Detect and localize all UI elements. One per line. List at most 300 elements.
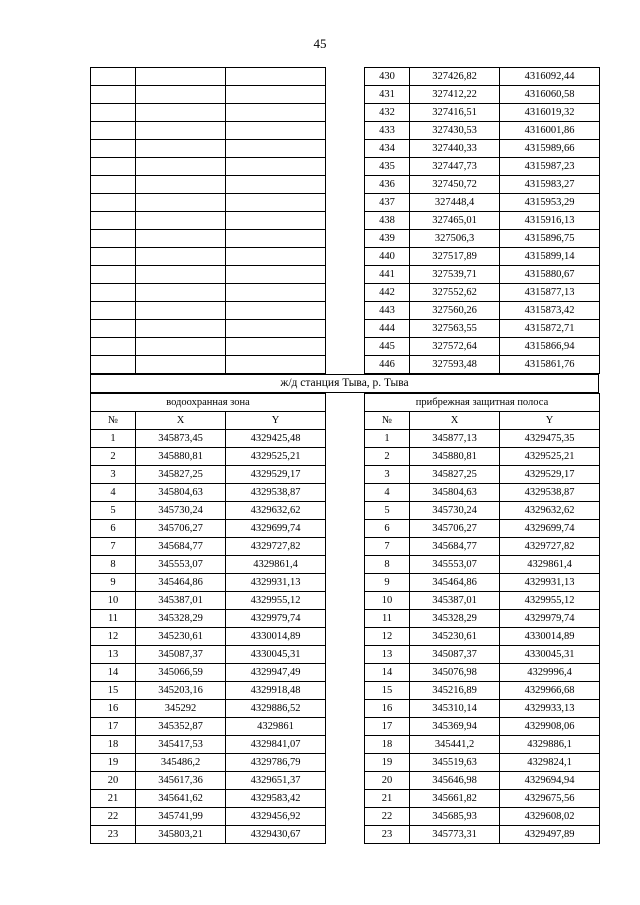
table-row <box>91 466 326 484</box>
table-cell: 435 <box>365 158 410 176</box>
table-cell: 1 <box>365 430 410 448</box>
table-cell: 327440,33 <box>410 140 500 158</box>
table-cell: 345087,37 <box>136 646 226 664</box>
table-cell: 345352,87 <box>136 718 226 736</box>
zone-title: прибрежная защитная полоса <box>365 394 600 412</box>
table-cell: 4316060,58 <box>500 86 600 104</box>
table-cell <box>91 284 136 302</box>
table-cell: 345553,07 <box>410 556 500 574</box>
table-row <box>365 176 600 194</box>
table-row <box>365 772 600 790</box>
table-cell <box>226 122 326 140</box>
table-cell: 345087,37 <box>410 646 500 664</box>
table-cell: 439 <box>365 230 410 248</box>
table-cell: 430 <box>365 68 410 86</box>
table-cell: 4329979,74 <box>226 610 326 628</box>
table-cell: 12 <box>91 628 136 646</box>
table-cell <box>226 68 326 86</box>
table-row <box>91 448 326 466</box>
table-cell <box>226 140 326 158</box>
table-row <box>365 302 600 320</box>
table-row <box>91 212 326 230</box>
table-cell: 345685,93 <box>410 808 500 826</box>
table-cell: 4329861 <box>226 718 326 736</box>
table-cell: 4329538,87 <box>226 484 326 502</box>
table-cell <box>226 176 326 194</box>
table-cell: 4329699,74 <box>500 520 600 538</box>
table-cell: 345741,99 <box>136 808 226 826</box>
table-row <box>365 538 600 556</box>
table-cell: 4329425,48 <box>226 430 326 448</box>
column-header: Y <box>226 412 326 430</box>
table-cell: 345827,25 <box>136 466 226 484</box>
table-cell: 4329931,13 <box>226 574 326 592</box>
table-cell: 345076,98 <box>410 664 500 682</box>
table-cell <box>136 284 226 302</box>
table-cell: 327448,4 <box>410 194 500 212</box>
table-cell <box>136 194 226 212</box>
table-cell: 4329861,4 <box>226 556 326 574</box>
table-cell: 327593,48 <box>410 356 500 374</box>
table-row <box>91 754 326 772</box>
table-row <box>91 104 326 122</box>
table-cell: 8 <box>365 556 410 574</box>
table-row <box>365 284 600 302</box>
table-row <box>365 86 600 104</box>
table-cell: 446 <box>365 356 410 374</box>
table-cell: 4329786,79 <box>226 754 326 772</box>
table-cell <box>91 320 136 338</box>
table-cell: 327560,26 <box>410 302 500 320</box>
table-cell: 345216,89 <box>410 682 500 700</box>
table-cell: 327539,71 <box>410 266 500 284</box>
table-cell: 345464,86 <box>410 574 500 592</box>
table-cell <box>91 230 136 248</box>
table-cell: 345328,29 <box>136 610 226 628</box>
table-cell <box>136 248 226 266</box>
table-cell: 345417,53 <box>136 736 226 754</box>
table-cell: 4315873,42 <box>500 302 600 320</box>
table-cell <box>91 140 136 158</box>
table-cell: 345464,86 <box>136 574 226 592</box>
table-cell: 4315899,14 <box>500 248 600 266</box>
table-row <box>365 248 600 266</box>
table-cell: 4329931,13 <box>500 574 600 592</box>
table-cell: 434 <box>365 140 410 158</box>
table-cell: 17 <box>91 718 136 736</box>
table-cell: 5 <box>365 502 410 520</box>
table-cell: 4329861,4 <box>500 556 600 574</box>
table-cell <box>136 338 226 356</box>
table-cell: 436 <box>365 176 410 194</box>
table-cell: 6 <box>365 520 410 538</box>
table-row <box>91 356 326 374</box>
table-cell: 4329632,62 <box>226 502 326 520</box>
table-cell: 345387,01 <box>136 592 226 610</box>
table-cell: 345804,63 <box>410 484 500 502</box>
table-cell: 4329824,1 <box>500 754 600 772</box>
table-cell: 4329529,17 <box>500 466 600 484</box>
table-cell: 4329675,56 <box>500 790 600 808</box>
table-row <box>91 194 326 212</box>
table-row <box>365 266 600 284</box>
table-cell: 4329456,92 <box>226 808 326 826</box>
zone-title: водоохранная зона <box>91 394 326 412</box>
table-cell: 21 <box>91 790 136 808</box>
table-row <box>91 664 326 682</box>
table-cell: 4315877,13 <box>500 284 600 302</box>
table-cell: 4329933,13 <box>500 700 600 718</box>
table-cell <box>226 194 326 212</box>
table-cell: 345684,77 <box>136 538 226 556</box>
table-row <box>91 700 326 718</box>
table-row <box>91 430 326 448</box>
table-row <box>91 68 326 86</box>
table-cell: 345646,98 <box>410 772 500 790</box>
table-row <box>91 610 326 628</box>
table-cell: 4329727,82 <box>226 538 326 556</box>
table-cell: 345066,59 <box>136 664 226 682</box>
table-cell <box>226 338 326 356</box>
table-row <box>91 682 326 700</box>
table-cell <box>91 338 136 356</box>
table-cell <box>136 176 226 194</box>
table-cell: 14 <box>91 664 136 682</box>
table-row <box>365 808 600 826</box>
table-cell: 4329525,21 <box>500 448 600 466</box>
column-header: Y <box>500 412 600 430</box>
table-cell: 327517,89 <box>410 248 500 266</box>
table-cell: 4316001,86 <box>500 122 600 140</box>
table-cell: 327426,82 <box>410 68 500 86</box>
table-cell: 345641,62 <box>136 790 226 808</box>
table-cell: 4329608,02 <box>500 808 600 826</box>
table-row <box>91 808 326 826</box>
table-row <box>365 356 600 374</box>
table-cell <box>136 320 226 338</box>
table-cell <box>226 230 326 248</box>
table-cell: 445 <box>365 338 410 356</box>
table-row <box>91 140 326 158</box>
table-cell <box>91 176 136 194</box>
table-row <box>365 790 600 808</box>
table-cell: 431 <box>365 86 410 104</box>
table-cell: 22 <box>91 808 136 826</box>
table-row <box>91 320 326 338</box>
table-cell <box>91 68 136 86</box>
table-cell: 4315983,27 <box>500 176 600 194</box>
table-row <box>91 176 326 194</box>
table-cell: 4315953,29 <box>500 194 600 212</box>
table-row <box>365 140 600 158</box>
table-cell: 23 <box>365 826 410 844</box>
table-row <box>365 502 600 520</box>
table-cell: 443 <box>365 302 410 320</box>
column-header: № <box>91 412 136 430</box>
table-cell: 345203,16 <box>136 682 226 700</box>
table-row <box>365 754 600 772</box>
continued-coordinates-table <box>364 67 600 374</box>
table-cell: 4329632,62 <box>500 502 600 520</box>
table-cell: 4329475,35 <box>500 430 600 448</box>
table-row <box>91 484 326 502</box>
table-cell: 1 <box>91 430 136 448</box>
table-cell: 13 <box>91 646 136 664</box>
table-row <box>365 194 600 212</box>
table-cell: 345804,63 <box>136 484 226 502</box>
table-row <box>91 158 326 176</box>
table-cell: 327447,73 <box>410 158 500 176</box>
table-cell: 345706,27 <box>136 520 226 538</box>
empty-coordinates-table <box>90 67 326 374</box>
table-cell: 327506,3 <box>410 230 500 248</box>
table-cell: 4316092,44 <box>500 68 600 86</box>
table-row <box>365 158 600 176</box>
table-cell <box>226 104 326 122</box>
table-cell <box>226 320 326 338</box>
table-cell: 4330045,31 <box>500 646 600 664</box>
table-cell: 5 <box>91 502 136 520</box>
table-cell: 4315896,75 <box>500 230 600 248</box>
table-cell <box>226 266 326 284</box>
table-cell: 345553,07 <box>136 556 226 574</box>
table-row <box>365 664 600 682</box>
table-row <box>365 212 600 230</box>
table-cell: 4 <box>365 484 410 502</box>
table-row <box>91 646 326 664</box>
table-row <box>365 592 600 610</box>
table-cell: 10 <box>91 592 136 610</box>
table-cell: 345730,24 <box>136 502 226 520</box>
table-row <box>91 302 326 320</box>
table-cell: 4316019,32 <box>500 104 600 122</box>
table-cell <box>136 302 226 320</box>
table-cell: 345230,61 <box>136 628 226 646</box>
table-row <box>365 230 600 248</box>
table-cell: 345328,29 <box>410 610 500 628</box>
table-cell: 4329583,42 <box>226 790 326 808</box>
table-cell <box>91 158 136 176</box>
table-cell: 4329538,87 <box>500 484 600 502</box>
table-cell: 345387,01 <box>410 592 500 610</box>
table-cell: 327430,53 <box>410 122 500 140</box>
table-cell <box>136 140 226 158</box>
table-cell: 4329525,21 <box>226 448 326 466</box>
table-cell: 7 <box>91 538 136 556</box>
table-cell: 4330014,89 <box>226 628 326 646</box>
table-cell: 22 <box>365 808 410 826</box>
table-cell <box>91 266 136 284</box>
table-cell: 18 <box>365 736 410 754</box>
table-cell <box>136 212 226 230</box>
section-title: ж/д станция Тыва, р. Тыва <box>90 374 599 393</box>
table-cell <box>136 158 226 176</box>
table-cell: 4329996,4 <box>500 664 600 682</box>
table-cell: 345877,13 <box>410 430 500 448</box>
table-row <box>91 592 326 610</box>
table-row <box>91 230 326 248</box>
table-cell: 19 <box>365 754 410 772</box>
table-row <box>365 736 600 754</box>
table-cell: 4329886,52 <box>226 700 326 718</box>
table-row <box>365 430 600 448</box>
table-cell: 6 <box>91 520 136 538</box>
table-cell: 4329727,82 <box>500 538 600 556</box>
table-cell: 345827,25 <box>410 466 500 484</box>
table-row <box>91 574 326 592</box>
table-cell: 2 <box>91 448 136 466</box>
table-cell <box>226 302 326 320</box>
table-row <box>365 682 600 700</box>
table-cell: 11 <box>365 610 410 628</box>
page-number: 45 <box>313 36 327 51</box>
table-cell: 4315866,94 <box>500 338 600 356</box>
table-cell: 4329979,74 <box>500 610 600 628</box>
table-cell: 438 <box>365 212 410 230</box>
table-cell: 327412,22 <box>410 86 500 104</box>
table-row <box>365 320 600 338</box>
table-cell: 15 <box>365 682 410 700</box>
table-row <box>365 484 600 502</box>
table-cell: 327572,64 <box>410 338 500 356</box>
table-cell: 345310,14 <box>410 700 500 718</box>
table-cell: 345706,27 <box>410 520 500 538</box>
table-row <box>365 448 600 466</box>
table-cell <box>226 158 326 176</box>
table-row <box>365 700 600 718</box>
table-row <box>365 122 600 140</box>
table-cell: 3 <box>365 466 410 484</box>
table-cell: 4315916,13 <box>500 212 600 230</box>
table-cell <box>136 230 226 248</box>
table-cell <box>136 86 226 104</box>
table-cell: 345292 <box>136 700 226 718</box>
table-cell: 20 <box>365 772 410 790</box>
table-cell <box>91 212 136 230</box>
table-cell: 4329955,12 <box>226 592 326 610</box>
table-cell <box>136 266 226 284</box>
table-cell: 4329966,68 <box>500 682 600 700</box>
column-header: X <box>136 412 226 430</box>
table-cell: 345441,2 <box>410 736 500 754</box>
table-row <box>365 556 600 574</box>
table-cell: 4330014,89 <box>500 628 600 646</box>
table-cell: 327416,51 <box>410 104 500 122</box>
table-cell: 345369,94 <box>410 718 500 736</box>
table-cell: 345880,81 <box>410 448 500 466</box>
table-cell: 4329699,74 <box>226 520 326 538</box>
table-cell: 7 <box>365 538 410 556</box>
table-cell: 345803,21 <box>136 826 226 844</box>
table-row <box>91 122 326 140</box>
table-cell: 4329886,1 <box>500 736 600 754</box>
table-row <box>365 520 600 538</box>
table-cell: 345617,36 <box>136 772 226 790</box>
table-cell: 15 <box>91 682 136 700</box>
table-cell: 13 <box>365 646 410 664</box>
table-cell: 440 <box>365 248 410 266</box>
table-cell: 4329497,89 <box>500 826 600 844</box>
table-row <box>91 538 326 556</box>
table-cell <box>136 104 226 122</box>
table-cell: 9 <box>365 574 410 592</box>
table-cell <box>226 212 326 230</box>
column-header: № <box>365 412 410 430</box>
table-cell: 4329430,67 <box>226 826 326 844</box>
table-cell: 4 <box>91 484 136 502</box>
table-cell: 345773,31 <box>410 826 500 844</box>
table-cell: 10 <box>365 592 410 610</box>
table-cell: 4315880,67 <box>500 266 600 284</box>
table-cell <box>136 356 226 374</box>
table-row <box>365 68 600 86</box>
column-header: X <box>410 412 500 430</box>
table-cell: 327465,01 <box>410 212 500 230</box>
table-cell: 327450,72 <box>410 176 500 194</box>
water-protection-zone-table <box>90 393 326 844</box>
table-row <box>365 104 600 122</box>
table-row <box>91 718 326 736</box>
table-cell <box>91 302 136 320</box>
table-row <box>365 826 600 844</box>
table-cell: 20 <box>91 772 136 790</box>
table-cell: 17 <box>365 718 410 736</box>
table-cell: 437 <box>365 194 410 212</box>
table-cell: 2 <box>365 448 410 466</box>
table-cell: 23 <box>91 826 136 844</box>
table-cell <box>226 356 326 374</box>
table-cell: 432 <box>365 104 410 122</box>
table-cell <box>91 194 136 212</box>
table-cell: 16 <box>365 700 410 718</box>
table-cell: 345519,63 <box>410 754 500 772</box>
table-cell <box>91 122 136 140</box>
table-cell: 327552,62 <box>410 284 500 302</box>
table-row <box>365 718 600 736</box>
table-row <box>91 502 326 520</box>
table-cell: 345230,61 <box>410 628 500 646</box>
table-cell <box>91 356 136 374</box>
coastal-protection-strip-table <box>364 393 600 844</box>
table-row <box>91 284 326 302</box>
table-row <box>365 610 600 628</box>
table-row <box>365 338 600 356</box>
table-cell: 4329947,49 <box>226 664 326 682</box>
table-cell <box>91 104 136 122</box>
table-cell: 345486,2 <box>136 754 226 772</box>
table-cell: 345684,77 <box>410 538 500 556</box>
table-cell <box>91 248 136 266</box>
table-row <box>91 772 326 790</box>
table-cell <box>226 248 326 266</box>
table-cell: 3 <box>91 466 136 484</box>
table-cell: 18 <box>91 736 136 754</box>
table-row <box>91 520 326 538</box>
table-row <box>91 266 326 284</box>
table-cell: 345880,81 <box>136 448 226 466</box>
table-cell: 9 <box>91 574 136 592</box>
table-cell: 14 <box>365 664 410 682</box>
table-cell: 442 <box>365 284 410 302</box>
table-cell: 4330045,31 <box>226 646 326 664</box>
table-cell: 8 <box>91 556 136 574</box>
table-row <box>91 86 326 104</box>
table-cell: 11 <box>91 610 136 628</box>
table-cell <box>226 86 326 104</box>
table-cell: 4315989,66 <box>500 140 600 158</box>
table-row <box>91 736 326 754</box>
table-cell: 327563,55 <box>410 320 500 338</box>
